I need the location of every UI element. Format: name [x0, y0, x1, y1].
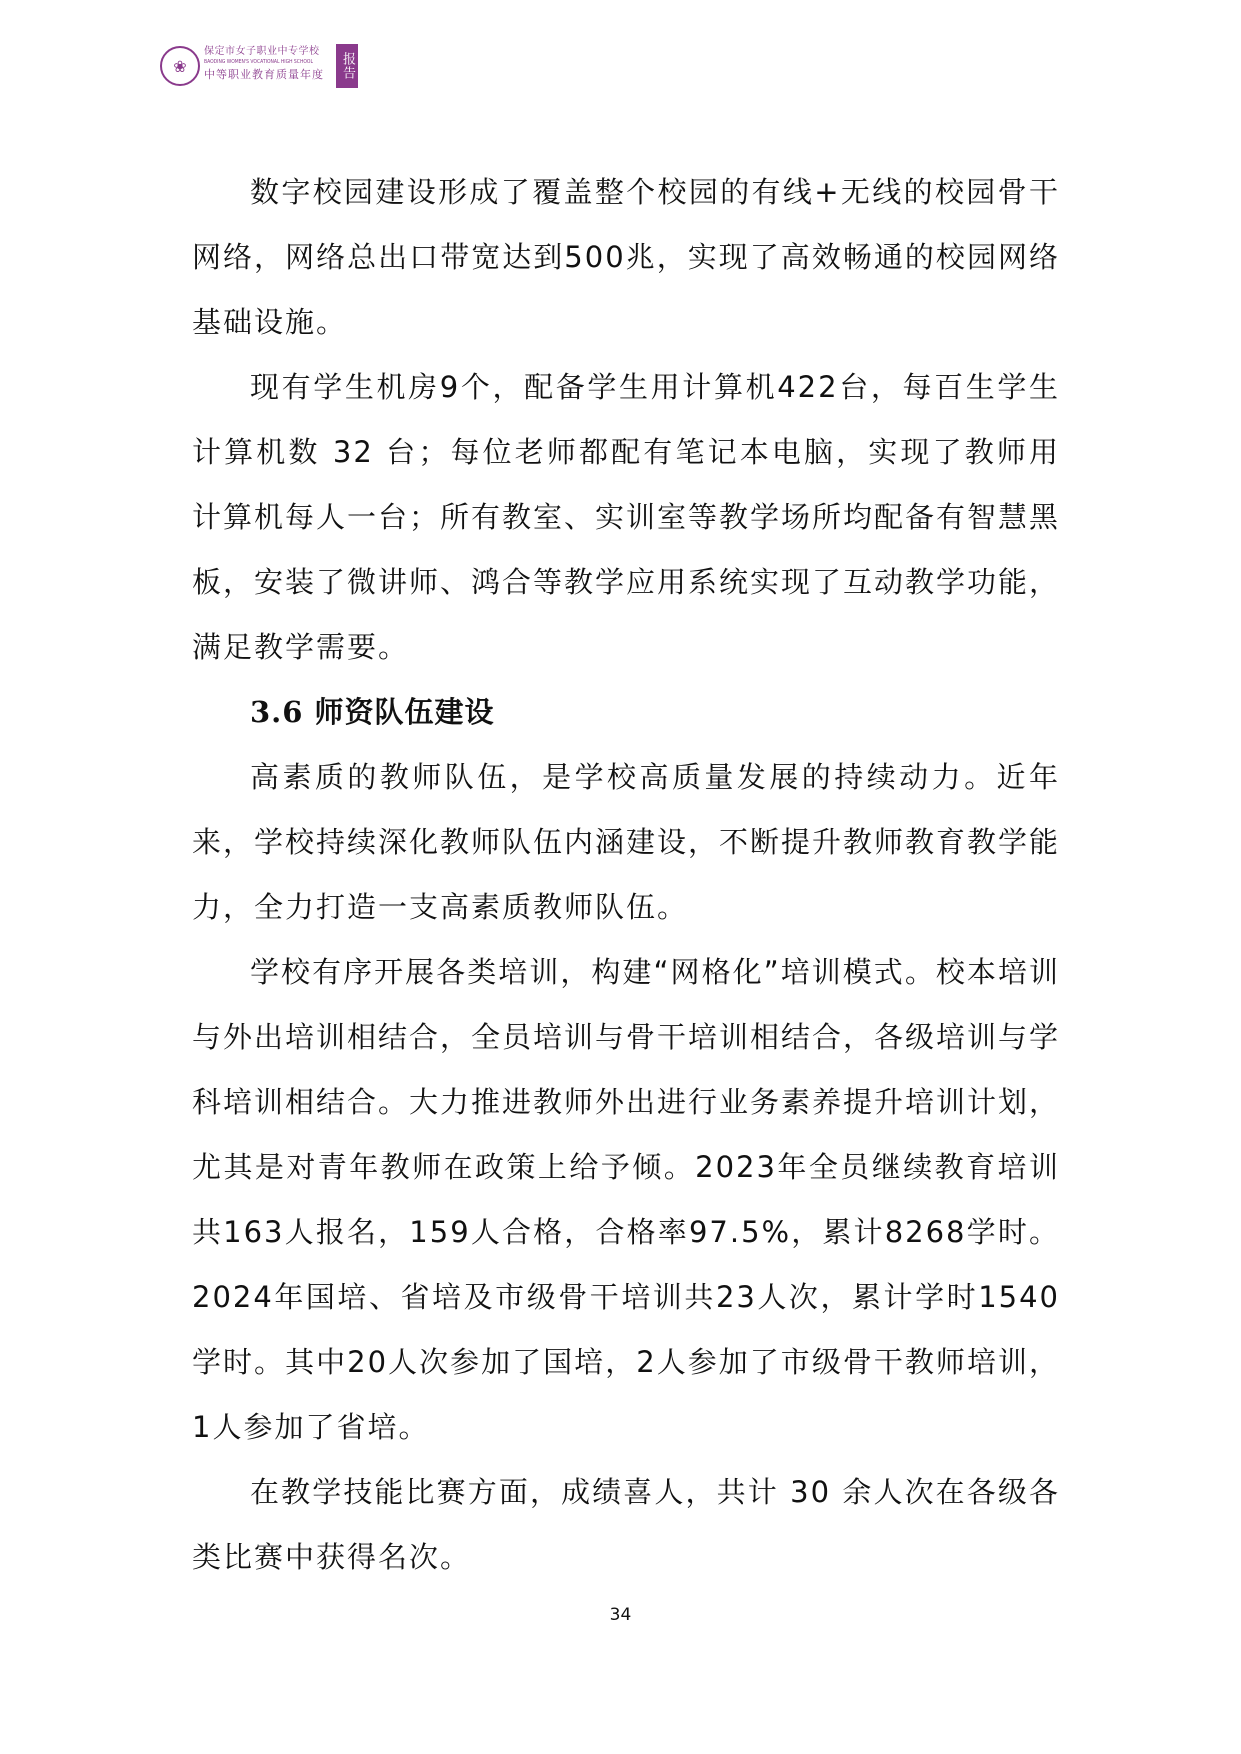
school-emblem-icon: ❀ [160, 46, 200, 86]
header-text [204, 46, 328, 83]
paragraph-training: 学校有序开展各类培训，构建“网格化”培训模式。校本培训与外出培训相结合，全员培训与骨干培训相结合，各级培训与学科培训相结合。大力推进教师外出进行业务素养提升培训计划，尤其是对青年教师在政策上给予倾。2023年全员继续教育培训共163人报名，159人合格，合格率97.5%，累计8268学时。2024年国培、省培及市级骨干培训共23人次，累计学时1540学时。其中20人次参加了国培，2人参加了市级骨干教师培训，1人参加了省培。 [192, 955, 1061, 1444]
paragraph-computer-rooms: 现有学生机房9个，配备学生用计算机422台，每百生学生计算机数 32 台；每位老师都配有笔记本电脑，实现了教师用计算机每人一台；所有教室、实训室等教学场所均配备有智慧黑板，安装了微讲师、鸿合等教学应用系统实现了互动教学功能，满足教学需要。 [192, 370, 1061, 664]
page-number: 34 [609, 1605, 632, 1625]
header-report-badge: 报告 [336, 44, 358, 88]
paragraph-digital-campus: 数字校园建设形成了覆盖整个校园的有线+无线的校园骨干网络，网络总出口带宽达到500兆，实现了高效畅通的校园网络基础设施。 [192, 175, 1060, 339]
header-school-name-en: BAODING WOMEN'S VOCATIONAL HIGH SCHOOL [204, 59, 313, 65]
page-header [160, 44, 370, 90]
paragraph-teacher-team: 高素质的教师队伍，是学校高质量发展的持续动力。近年来，学校持续深化教师队伍内涵建设，不断提升教师教育教学能力，全力打造一支高素质教师队伍。 [192, 760, 1061, 924]
header-report-title: 中等职业教育质量年度 [204, 68, 324, 81]
document-body [192, 160, 1060, 1590]
paragraph-competitions: 在教学技能比赛方面，成绩喜人，共计 30 余人次在各级各类比赛中获得名次。 [192, 1475, 1060, 1574]
section-heading: 3.6 师资队伍建设 [250, 695, 495, 729]
header-school-name: 保定市女子职业中专学校 [204, 46, 320, 57]
